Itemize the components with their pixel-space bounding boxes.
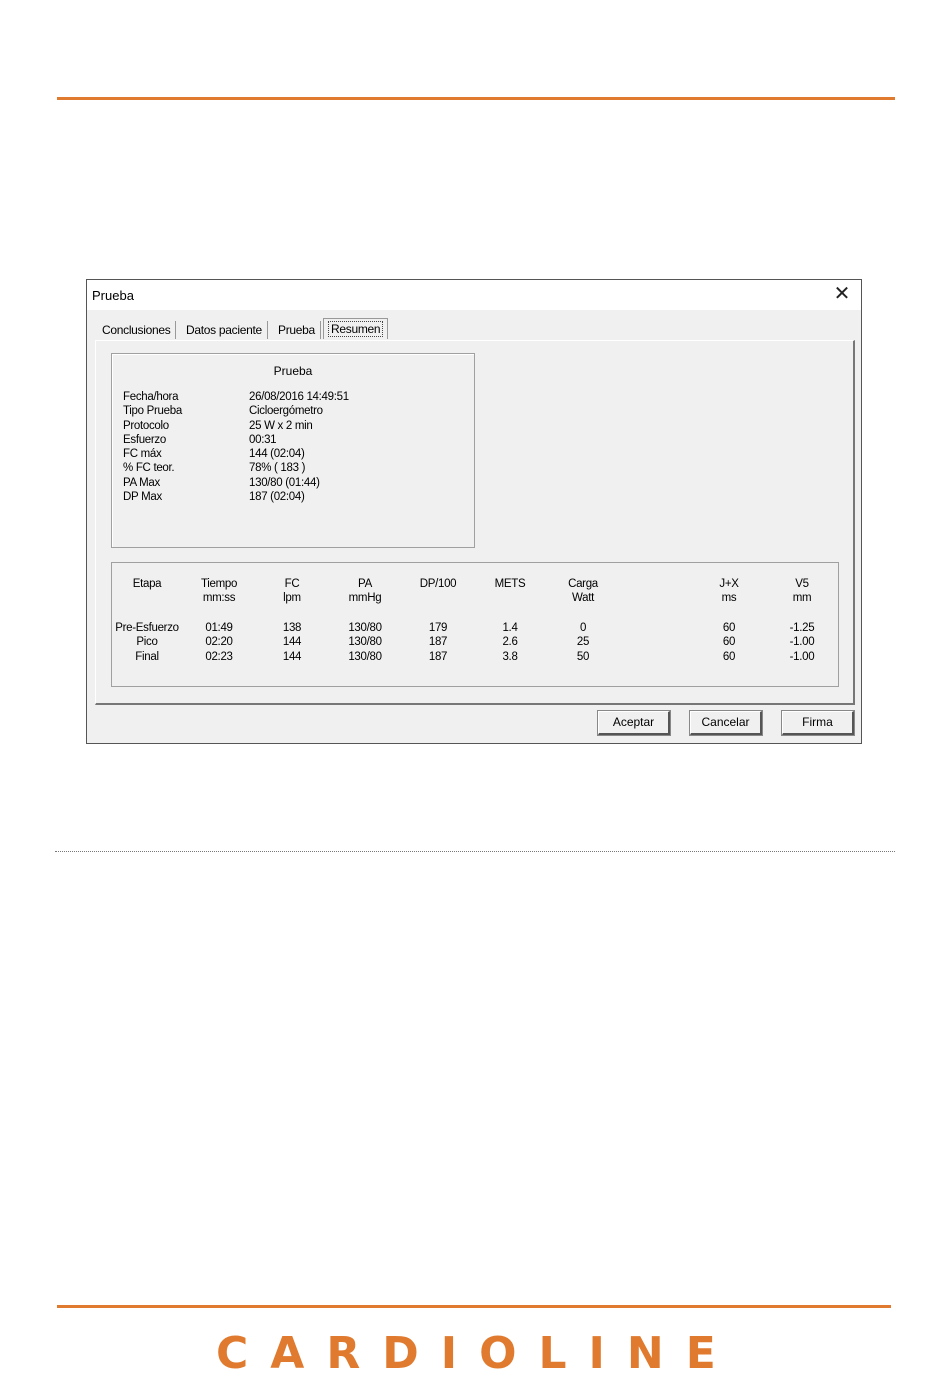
table-cell: 138 xyxy=(282,622,302,634)
summary-labels xyxy=(123,390,182,504)
column-unit: Watt xyxy=(571,592,594,604)
field-value-fc-teor: 78% ( 183 ) xyxy=(249,462,306,475)
table-cell: 60 xyxy=(722,650,736,663)
column-jx xyxy=(694,577,764,664)
column-header: J+X xyxy=(719,578,739,590)
table-cell: 02:23 xyxy=(205,650,233,663)
table-cell: 60 xyxy=(722,622,736,634)
table-cell: 130/80 xyxy=(348,636,382,649)
field-label-fc-max: FC máx xyxy=(123,448,162,461)
column-header: PA xyxy=(358,578,372,590)
column-dp100 xyxy=(403,577,473,664)
table-cell: 187 xyxy=(428,650,448,663)
summary-group xyxy=(111,353,475,548)
table-cell: 3.8 xyxy=(502,650,518,663)
dialog-title: Prueba xyxy=(92,288,134,303)
tab-resumen-label: Resumen xyxy=(328,321,383,337)
field-label-dp-max: DP Max xyxy=(123,491,162,504)
field-label-protocolo: Protocolo xyxy=(123,419,169,432)
field-label-tipo-prueba: Tipo Prueba xyxy=(123,405,182,418)
cancelar-button[interactable]: Cancelar xyxy=(690,711,762,735)
table-cell: 144 xyxy=(282,636,302,649)
aceptar-button[interactable]: Aceptar xyxy=(598,711,670,735)
column-fc xyxy=(257,577,327,664)
column-header: DP/100 xyxy=(419,578,457,590)
tab-conclusiones[interactable]: Conclusiones xyxy=(102,321,176,339)
prueba-dialog xyxy=(86,279,862,744)
table-cell: 01:49 xyxy=(205,622,233,634)
tab-prueba[interactable]: Prueba xyxy=(278,321,321,339)
footer-rule xyxy=(57,1305,891,1308)
table-cell: 50 xyxy=(576,650,590,663)
table-cell: 60 xyxy=(722,636,736,649)
table-cell: 144 xyxy=(282,650,302,663)
title-bar xyxy=(87,280,861,310)
table-cell: 130/80 xyxy=(348,622,382,634)
column-tiempo xyxy=(184,577,254,664)
table-cell: 02:20 xyxy=(205,636,233,649)
field-value-fecha-hora: 26/08/2016 14:49:51 xyxy=(249,391,349,403)
table-cell: Final xyxy=(135,650,159,663)
field-value-protocolo: 25 W x 2 min xyxy=(249,419,313,432)
table-cell: Pre-Esfuerzo xyxy=(115,622,179,634)
column-unit: mm:ss xyxy=(202,592,236,604)
header-rule xyxy=(57,97,895,100)
table-cell: 2.6 xyxy=(502,636,518,649)
field-value-pa-max: 130/80 (01:44) xyxy=(249,476,320,489)
column-pa xyxy=(330,577,400,664)
tab-resumen[interactable] xyxy=(323,318,388,339)
field-value-dp-max: 187 (02:04) xyxy=(249,491,305,504)
summary-values xyxy=(249,390,349,504)
column-header: Tiempo xyxy=(200,578,238,590)
column-unit: ms xyxy=(721,592,737,604)
column-unit: lpm xyxy=(283,592,301,604)
column-unit: mm xyxy=(792,592,812,604)
table-cell: -1.00 xyxy=(789,636,815,649)
table-cell: 130/80 xyxy=(348,650,382,663)
column-unit: mmHg xyxy=(348,592,382,604)
column-header: Etapa xyxy=(132,578,162,590)
column-header: METS xyxy=(494,578,526,590)
table-cell: -1.25 xyxy=(789,622,815,634)
section-divider xyxy=(55,851,895,852)
table-cell: 25 xyxy=(576,636,590,649)
field-value-tipo-prueba: Cicloergómetro xyxy=(249,405,323,418)
summary-group-title: Prueba xyxy=(273,364,313,378)
cardioline-logo: CARDIOLINE xyxy=(216,1328,738,1379)
field-label-fecha-hora: Fecha/hora xyxy=(123,391,179,403)
column-etapa xyxy=(112,577,182,664)
field-label-esfuerzo: Esfuerzo xyxy=(123,433,166,446)
field-label-fc-teor: % FC teor. xyxy=(123,462,175,475)
field-value-fc-max: 144 (02:04) xyxy=(249,448,305,461)
close-icon[interactable]: ✕ xyxy=(833,283,851,305)
table-cell: 187 xyxy=(428,636,448,649)
column-header: Carga xyxy=(568,578,598,590)
stages-table xyxy=(111,562,839,687)
table-cell: -1.00 xyxy=(789,650,815,663)
table-cell: 0 xyxy=(579,622,587,634)
table-cell: 179 xyxy=(428,622,448,634)
table-cell: Pico xyxy=(136,636,158,649)
tab-datos-paciente[interactable]: Datos paciente xyxy=(186,321,268,339)
column-carga xyxy=(548,577,618,664)
table-cell: 1.4 xyxy=(502,622,518,634)
field-label-pa-max: PA Max xyxy=(123,476,160,489)
column-mets xyxy=(475,577,545,664)
column-header: V5 xyxy=(795,578,809,590)
column-v5 xyxy=(767,577,837,664)
field-value-esfuerzo: 00:31 xyxy=(249,433,277,446)
firma-button[interactable]: Firma xyxy=(782,711,854,735)
column-header: FC xyxy=(284,578,300,590)
